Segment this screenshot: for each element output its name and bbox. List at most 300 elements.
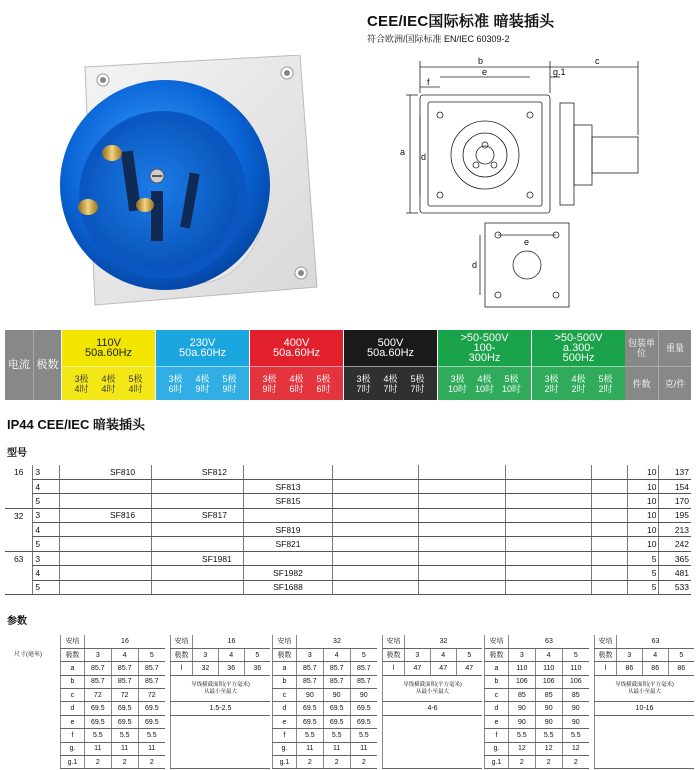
- dim-key: g.1: [273, 756, 297, 769]
- model-code-cell: [505, 566, 591, 580]
- table-row: [5, 537, 691, 551]
- pole-col: 5: [244, 648, 270, 661]
- model-code-cell: [592, 465, 628, 479]
- dim-value: 69.5: [138, 702, 165, 715]
- amp-header: 安培: [273, 635, 297, 648]
- model-code-cell: [592, 537, 628, 551]
- model-code-cell: [151, 537, 243, 551]
- model-code-cell: [151, 479, 243, 493]
- dim-value: 90: [562, 715, 589, 728]
- current-header: 电流: [5, 330, 33, 400]
- clock-position: 6时: [316, 383, 331, 394]
- model-code-cell: [332, 508, 418, 522]
- dim-value: 11: [296, 742, 323, 755]
- voltage-band-0: [61, 330, 155, 366]
- l-key: l: [171, 662, 193, 675]
- wire-table: [382, 635, 482, 769]
- size-label: 尺寸(毫米): [14, 652, 42, 658]
- dim-value: 5.5: [535, 729, 562, 742]
- dim-value: 85.7: [84, 662, 111, 675]
- dim-value: 85.7: [296, 675, 323, 688]
- pole-col: 4: [535, 648, 562, 661]
- clock-position: 9时: [262, 383, 277, 394]
- pole-col: 5: [138, 648, 165, 661]
- dim-value: 11: [111, 742, 138, 755]
- dim-value: 85.7: [84, 675, 111, 688]
- dim-key: c: [485, 689, 509, 702]
- dim-key: b: [61, 675, 85, 688]
- model-code-cell: [332, 523, 418, 537]
- l-value: 47: [456, 662, 482, 675]
- wire-range: 1.5-2.5: [171, 702, 271, 715]
- weight-cell: 365: [659, 551, 691, 565]
- dim-value: 5.5: [111, 729, 138, 742]
- amp-cell: 16: [13, 467, 24, 478]
- l-value: 86: [668, 662, 694, 675]
- dim-b: b: [478, 56, 484, 66]
- voltage-band-2: [249, 330, 343, 366]
- model-code-cell: SF1981: [151, 551, 243, 565]
- model-code-cell: SF1982: [244, 566, 333, 580]
- amp-header: 安培: [171, 635, 193, 648]
- voltage-band-3: [343, 330, 437, 366]
- model-code-cell: SF817: [151, 508, 243, 522]
- voltage-band-text: 400V: [283, 337, 310, 349]
- amp-value: 16: [192, 635, 270, 648]
- dimension-table: [484, 635, 589, 769]
- dim-value: 90: [296, 689, 323, 702]
- dim-value: 69.5: [350, 715, 377, 728]
- poles-cell: 5: [33, 580, 60, 594]
- dim-value: 69.5: [323, 702, 350, 715]
- clock-position: 4时: [101, 383, 116, 394]
- pole-col: 4: [218, 648, 244, 661]
- dim-key: b: [273, 675, 297, 688]
- pole-count: 3极: [168, 373, 183, 384]
- pack-cell: 10: [627, 508, 659, 522]
- poles-cell: 4: [33, 566, 60, 580]
- amp-header: 安培: [383, 635, 405, 648]
- dim-key: d: [273, 702, 297, 715]
- clock-position: 2时: [598, 383, 613, 394]
- voltage-band-4: [437, 330, 531, 366]
- model-code-cell: [505, 508, 591, 522]
- poles-header: 极数: [33, 330, 61, 400]
- dim-value: 2: [508, 756, 535, 769]
- clock-position: 2时: [544, 383, 559, 394]
- pole-col: 4: [323, 648, 350, 661]
- model-code-cell: [60, 537, 152, 551]
- model-code-cell: SF816: [60, 508, 152, 522]
- dimension-table: [60, 635, 165, 769]
- dim-key: a: [61, 662, 85, 675]
- pack-cell: 10: [627, 523, 659, 537]
- amp-cell: [5, 479, 33, 493]
- poles-header: 极数: [171, 648, 193, 661]
- l-value: 47: [404, 662, 430, 675]
- voltage-band-text: 50a.60Hz: [178, 347, 227, 359]
- model-code-cell: [419, 479, 505, 493]
- l-value: 32: [192, 662, 218, 675]
- voltage-band-text: 50a.60Hz: [84, 347, 133, 359]
- dim-value: 11: [84, 742, 111, 755]
- amp-cell: [5, 494, 33, 508]
- voltage-legend: [5, 330, 691, 400]
- model-code-cell: SF810: [60, 465, 152, 479]
- dim-value: 69.5: [350, 702, 377, 715]
- weight-cell: 481: [659, 566, 691, 580]
- dim-value: 69.5: [111, 702, 138, 715]
- dim-value: 5.5: [350, 729, 377, 742]
- wire-blank: [595, 715, 695, 769]
- model-code-cell: [419, 537, 505, 551]
- table-row: [5, 479, 691, 493]
- pole-col: 5: [562, 648, 589, 661]
- model-code-cell: [244, 465, 333, 479]
- dim-value: 69.5: [296, 715, 323, 728]
- dim-value: 69.5: [323, 715, 350, 728]
- wire-table: [170, 635, 270, 769]
- dim-value: 90: [350, 689, 377, 702]
- dim-value: 2: [535, 756, 562, 769]
- model-code-cell: [332, 465, 418, 479]
- wire-note-line: 从最小至最大: [203, 688, 237, 695]
- table-row: [5, 566, 691, 580]
- amp-cell: [5, 580, 33, 594]
- model-code-cell: [505, 523, 591, 537]
- voltage-band-poles-1: [155, 366, 249, 400]
- model-code-cell: [60, 494, 152, 508]
- model-code-cell: [332, 566, 418, 580]
- dim-key: f: [485, 729, 509, 742]
- dim-value: 90: [535, 702, 562, 715]
- model-code-cell: [505, 494, 591, 508]
- wire-note: [171, 675, 271, 702]
- model-code-cell: [244, 551, 333, 565]
- model-code-cell: [592, 551, 628, 565]
- poles-header: 极数: [383, 648, 405, 661]
- table-row: [5, 551, 691, 565]
- poles-cell: 5: [33, 537, 60, 551]
- poles-cell: 3: [33, 508, 60, 522]
- voltage-band-text: >50-500V: [460, 332, 509, 344]
- page-subtitle: 符合欧洲/国际标准 EN/IEC 60309-2: [367, 34, 510, 44]
- model-code-cell: [332, 494, 418, 508]
- pole-col: 4: [430, 648, 456, 661]
- dim-value: 12: [535, 742, 562, 755]
- clock-position: 10时: [501, 383, 521, 394]
- wire-note-line: 导线横截面积(平方毫米): [191, 681, 250, 688]
- poles-cell: 3: [33, 465, 60, 479]
- dim-value: 110: [535, 662, 562, 675]
- voltage-band-text: a.300-: [562, 342, 595, 354]
- voltage-band-text: 50a.60Hz: [366, 347, 415, 359]
- dim-value: 2: [296, 756, 323, 769]
- model-code-cell: [60, 551, 152, 565]
- amp-cell: [5, 537, 33, 551]
- pole-col: 3: [404, 648, 430, 661]
- dim-key: b: [485, 675, 509, 688]
- dim-value: 2: [562, 756, 589, 769]
- model-code-cell: [505, 465, 591, 479]
- voltage-band-poles-0: [61, 366, 155, 400]
- dim-key: a: [485, 662, 509, 675]
- poles-header: 极数: [485, 648, 509, 661]
- dim-value: 72: [138, 689, 165, 702]
- pole-count: 3极: [356, 373, 371, 384]
- voltage-band-text: 300Hz: [468, 352, 501, 364]
- dim-value: 90: [562, 702, 589, 715]
- dim-a: a: [400, 147, 406, 157]
- pole-count: 4极: [383, 373, 398, 384]
- l-key: l: [383, 662, 405, 675]
- l-value: 86: [642, 662, 668, 675]
- dim-value: 85.7: [350, 662, 377, 675]
- weight-header: 重量: [658, 330, 691, 366]
- dim-value: 72: [84, 689, 111, 702]
- dim-value: 90: [508, 715, 535, 728]
- model-code-cell: [332, 537, 418, 551]
- voltage-band-1: [155, 330, 249, 366]
- model-code-cell: [151, 566, 243, 580]
- wire-range: 10-16: [595, 702, 695, 715]
- dim-value: 2: [350, 756, 377, 769]
- model-code-cell: [419, 566, 505, 580]
- pole-col: 3: [296, 648, 323, 661]
- pole-count: 5极: [222, 373, 237, 384]
- voltage-band-poles-2: [249, 366, 343, 400]
- wire-range: 4-6: [383, 702, 483, 715]
- pack-header: 包装单位: [625, 330, 658, 366]
- dim-value: 110: [508, 662, 535, 675]
- dim-value: 69.5: [84, 702, 111, 715]
- table-row: [5, 494, 691, 508]
- pole-col: 4: [642, 648, 668, 661]
- pole-count: 5极: [504, 373, 519, 384]
- dim-value: 69.5: [84, 715, 111, 728]
- poles-cell: 4: [33, 479, 60, 493]
- section-title: IP44 CEE/IEC 暗装插头: [7, 417, 145, 432]
- dim-value: 110: [562, 662, 589, 675]
- pole-count: 3极: [450, 373, 465, 384]
- wire-blank: [171, 715, 271, 769]
- pole-count: 4极: [571, 373, 586, 384]
- weight-cell: 533: [659, 580, 691, 594]
- dim-value: 12: [562, 742, 589, 755]
- model-code-cell: [592, 566, 628, 580]
- dim-value: 5.5: [562, 729, 589, 742]
- model-code-cell: SF815: [244, 494, 333, 508]
- dim-value: 85.7: [350, 675, 377, 688]
- dim-value: 11: [323, 742, 350, 755]
- model-code-cell: [332, 551, 418, 565]
- pack-cell: 5: [627, 551, 659, 565]
- wire-note-line: 导线横截面积(平方毫米): [615, 681, 674, 688]
- dim-value: 85.7: [111, 662, 138, 675]
- pack-cell: 10: [627, 479, 659, 493]
- model-code-cell: [592, 494, 628, 508]
- dim-key: g.1: [485, 756, 509, 769]
- wire-table: [594, 635, 694, 769]
- wire-note-line: 导线横截面积(平方毫米): [403, 681, 462, 688]
- dim-value: 85: [535, 689, 562, 702]
- dim-value: 69.5: [296, 702, 323, 715]
- weight-cell: 137: [659, 465, 691, 479]
- dimension-diagram: [390, 55, 690, 317]
- dim-value: 85.7: [323, 675, 350, 688]
- dim-key: c: [273, 689, 297, 702]
- amp-value: 32: [404, 635, 482, 648]
- dim-value: 106: [508, 675, 535, 688]
- pack-cell: 5: [627, 580, 659, 594]
- amp-value: 16: [84, 635, 165, 648]
- dim-value: 85: [562, 689, 589, 702]
- pole-count: 4极: [289, 373, 304, 384]
- model-code-cell: SF812: [151, 465, 243, 479]
- l-value: 36: [218, 662, 244, 675]
- dim-d2: d: [472, 260, 478, 270]
- dim-key: a: [273, 662, 297, 675]
- l-value: 47: [430, 662, 456, 675]
- model-code-cell: [505, 537, 591, 551]
- model-code-cell: [332, 580, 418, 594]
- model-code-cell: [60, 566, 152, 580]
- amp-header: 安培: [61, 635, 85, 648]
- voltage-band-5: [531, 330, 625, 366]
- l-value: 86: [616, 662, 642, 675]
- dim-value: 5.5: [296, 729, 323, 742]
- dim-value: 90: [323, 689, 350, 702]
- dim-e2: e: [524, 237, 530, 247]
- model-code-cell: SF819: [244, 523, 333, 537]
- amp-value: 63: [508, 635, 589, 648]
- voltage-band-text: 500Hz: [562, 352, 595, 364]
- dim-g1: g.1: [553, 67, 566, 77]
- dim-key: d: [61, 702, 85, 715]
- clock-position: 9时: [222, 383, 237, 394]
- voltage-band-text: 230V: [189, 337, 216, 349]
- dim-key: g.: [61, 742, 85, 755]
- dim-key: f: [61, 729, 85, 742]
- pole-count: 4极: [195, 373, 210, 384]
- dim-value: 2: [84, 756, 111, 769]
- dim-value: 72: [111, 689, 138, 702]
- wire-note-line: 从最小至最大: [415, 688, 449, 695]
- pack-cell: 10: [627, 494, 659, 508]
- dim-value: 90: [508, 702, 535, 715]
- amp-cell: [5, 566, 33, 580]
- plug-photo: [55, 55, 325, 315]
- wire-note: [595, 675, 695, 702]
- dim-value: 69.5: [138, 715, 165, 728]
- dim-key: g.1: [61, 756, 85, 769]
- wire-note-line: 从最小至最大: [627, 688, 661, 695]
- poles-cell: 3: [33, 551, 60, 565]
- pole-col: 3: [84, 648, 111, 661]
- model-code-cell: [505, 551, 591, 565]
- model-code-cell: SF1688: [244, 580, 333, 594]
- model-code-cell: [419, 494, 505, 508]
- amp-header: 安培: [595, 635, 617, 648]
- model-code-cell: [592, 479, 628, 493]
- voltage-band-poles-3: [343, 366, 437, 400]
- voltage-band-text: 50a.60Hz: [272, 347, 321, 359]
- clock-position: 10时: [447, 383, 467, 394]
- pole-col: 5: [456, 648, 482, 661]
- voltage-band-text: 110V: [96, 337, 121, 349]
- amp-header: 安培: [485, 635, 509, 648]
- model-code-cell: [592, 580, 628, 594]
- amp-cell: 63: [13, 553, 24, 564]
- clock-position: 9时: [195, 383, 210, 394]
- model-table: [5, 465, 691, 595]
- dim-value: 2: [323, 756, 350, 769]
- amp-cell: [5, 523, 33, 537]
- dim-value: 11: [350, 742, 377, 755]
- model-code-cell: [419, 551, 505, 565]
- voltage-band-text: >50-500V: [554, 332, 603, 344]
- clock-position: 10时: [474, 383, 494, 394]
- voltage-band-poles-5: [531, 366, 625, 400]
- dim-value: 85.7: [323, 662, 350, 675]
- dim-value: 85.7: [111, 675, 138, 688]
- model-code-cell: [60, 523, 152, 537]
- dim-value: 106: [562, 675, 589, 688]
- pieces-header: 件数: [625, 366, 658, 400]
- page-title: CEE/IEC国际标准 暗装插头: [367, 13, 555, 30]
- pole-count: 3极: [544, 373, 559, 384]
- dimension-table: [272, 635, 377, 769]
- model-code-cell: [592, 508, 628, 522]
- model-code-cell: [419, 508, 505, 522]
- clock-position: 6时: [168, 383, 183, 394]
- model-code-cell: [60, 580, 152, 594]
- dim-key: e: [273, 715, 297, 728]
- model-code-cell: SF821: [244, 537, 333, 551]
- clock-position: 2时: [571, 383, 586, 394]
- pole-count: 5极: [316, 373, 331, 384]
- dim-value: 2: [138, 756, 165, 769]
- table-row: [5, 508, 691, 522]
- l-key: l: [595, 662, 617, 675]
- dim-value: 12: [508, 742, 535, 755]
- weight-cell: 170: [659, 494, 691, 508]
- model-label: 型号: [7, 448, 27, 459]
- dim-value: 85.7: [138, 675, 165, 688]
- pole-col: 4: [111, 648, 138, 661]
- dim-value: 5.5: [84, 729, 111, 742]
- dim-d: d: [421, 152, 427, 162]
- pack-cell: 5: [627, 566, 659, 580]
- amp-value: 32: [296, 635, 377, 648]
- dim-f: f: [427, 77, 430, 87]
- dim-key: e: [485, 715, 509, 728]
- voltage-band-text: 500V: [377, 337, 404, 349]
- clock-position: 7时: [383, 383, 398, 394]
- poles-header: 极数: [273, 648, 297, 661]
- model-code-cell: [505, 580, 591, 594]
- weight-cell: 242: [659, 537, 691, 551]
- poles-cell: 4: [33, 523, 60, 537]
- pole-count: 3极: [262, 373, 277, 384]
- poles-header: 极数: [595, 648, 617, 661]
- dim-value: 5.5: [508, 729, 535, 742]
- dim-key: g.: [485, 742, 509, 755]
- model-code-cell: [419, 580, 505, 594]
- dim-key: c: [61, 689, 85, 702]
- model-code-cell: [419, 465, 505, 479]
- dim-value: 5.5: [323, 729, 350, 742]
